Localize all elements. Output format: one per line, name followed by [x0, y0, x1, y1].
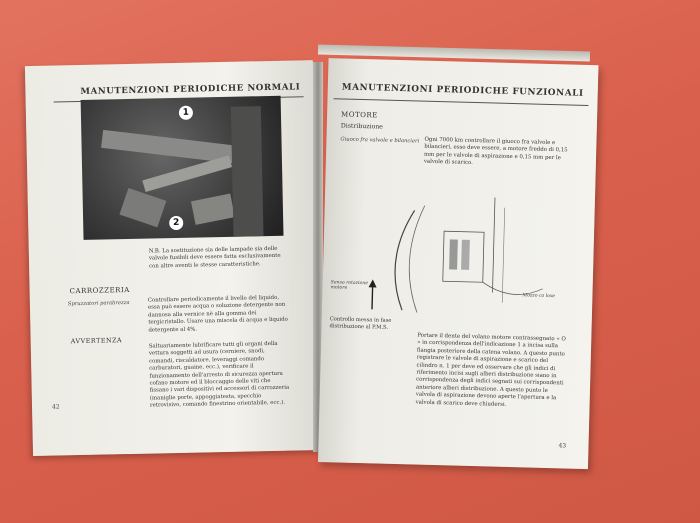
- giuoco-text: Ogni 7000 km controllare il giuoco fra valvole e bilancieri, esso deve essere, a motore freddo di 0,15 mm per le valvole di aspirazione e 0,15 mm per le valvole di scarico.: [423, 136, 568, 167]
- avvertenza-heading: AVVERTENZA: [70, 336, 123, 346]
- giuoco-sidenote: Giuoco fra valvole e bilancieri: [340, 136, 420, 145]
- left-page-header: MANUTENZIONI PERIODICHE NORMALI: [80, 82, 301, 97]
- hub-label: Mozzo ca lose: [522, 293, 556, 300]
- flywheel-diagram: [342, 189, 585, 325]
- left-page-number: 42: [51, 403, 60, 411]
- right-page-header: MANUTENZIONI PERIODICHE FUNZIONALI: [341, 82, 584, 99]
- pms-sidenote: Controllo messa in fase distribuzione al P.M.S.: [329, 316, 392, 332]
- motore-heading: MOTORE: [341, 110, 378, 120]
- right-page-number: 43: [558, 442, 567, 450]
- left-page: [25, 60, 321, 456]
- photo-label-2: 2: [169, 216, 183, 230]
- distribuzione-subheading: Distribuzione: [340, 122, 383, 131]
- right-header-rule: [334, 98, 589, 106]
- rotation-label: Senso rotazione motore: [330, 280, 369, 291]
- pedal-box-photo: [81, 96, 284, 240]
- photo-label-1: 1: [179, 106, 193, 120]
- nb-note: N.B. La sostituzione sia delle lampade sia delle valvole fusibili deve essere fatta esclusivamente con altre aventi le stesse caratteristiche.: [148, 245, 281, 270]
- carrozzeria-heading: CARROZZERIA: [69, 285, 130, 296]
- pms-text: Portare il dente del volano motore contrassegnato « O » in corrispondenza dell'indicazione 1 a incisa sulla flangia posteriore della catena volano. A questo punto registrare le valvole di aspirazione e scarico del cilindro n. 1 per deve ed osservare che gli indici di riferimento incisi sugli alberi distribuzione siano in corrispondenza degli indici segnati sui corrispondenti anteriore alberi distribuzione. A questo punto le valvola di aspirazione devono aperte l'apertura e la valvola di scarico deve chiudersi.: [415, 332, 566, 408]
- spruzzatori-subheading: Spruzzatori parabrezza: [67, 299, 130, 308]
- avvertenza-text: Saltuariamente lubrificare tutti gli organi della vettura soggetti ad usura (cerniere, snodi, comandi, riscaldatore, leveraggi comando carburatori, guaine, ecc.), verificare il funzionamento dell'arresto di sicurezza apertura cofano motore ed il bloccaggio delle viti che fissano i vari dispositivi ed accessori di carrozzeria (maniglie porte, appoggiatesta, specchio retrovisivo, comando finestrino orientabile, ecc.).: [148, 340, 290, 409]
- right-page: [318, 58, 598, 469]
- spruzzatori-text: Controllare periodicamente il livello del liquido, essa può essere acqua o soluzione detergente non dannosa alla vernice nè alla gomma dei tergicristallo. Usare una miscela di acqua e liquido detergente al 4%.: [147, 294, 288, 334]
